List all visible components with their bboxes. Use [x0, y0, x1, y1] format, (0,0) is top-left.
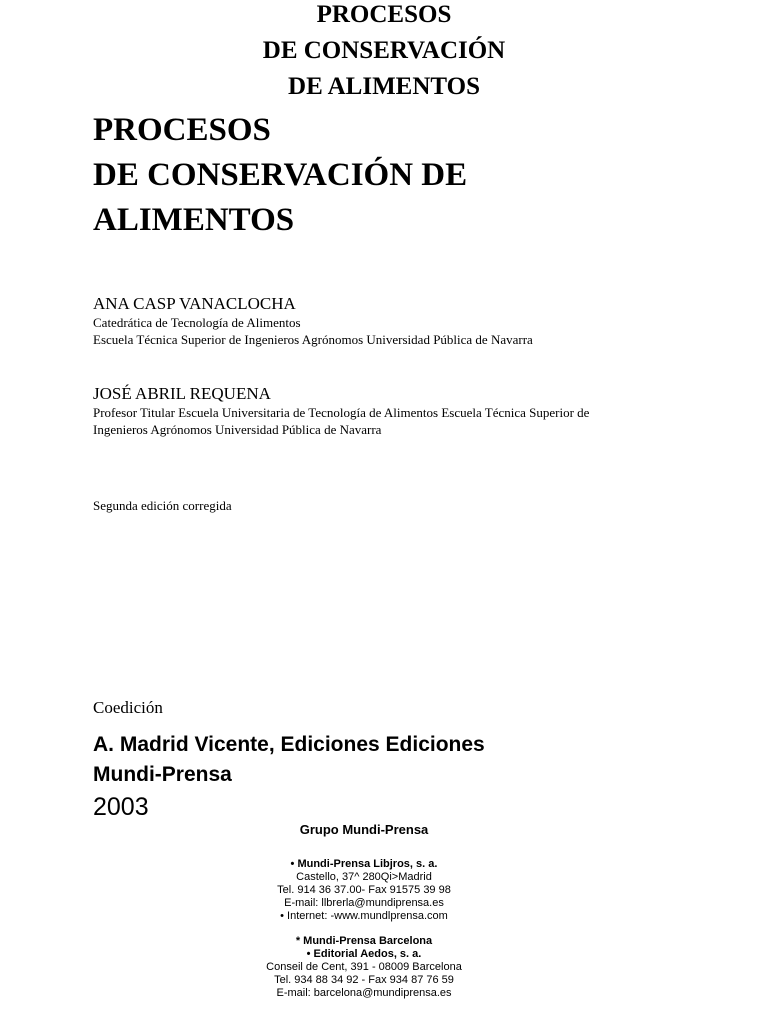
author-affiliation [93, 314, 653, 348]
author-name: ANA CASP VANACLOCHA [93, 294, 296, 313]
office-address: Conseil de Cent, 391 - 08009 Barcelona [266, 961, 462, 973]
header-title-line: DE ALIMENTOS [288, 73, 480, 100]
author-name: JOSÉ ABRIL REQUENA [93, 384, 271, 403]
author-2 [93, 384, 693, 438]
office-email: E-mail: barcelona@mundiprensa.es [276, 987, 452, 999]
affiliation-line: Catedrática de Tecnología de Alimentos [93, 315, 301, 330]
affiliation-line: Ingenieros Agrónomos Universidad Pública de Navarra [93, 422, 382, 437]
office-phone: Tel. 934 88 34 92 - Fax 934 87 76 59 [274, 974, 454, 986]
office-email: E-mail: llbrerla@mundiprensa.es [284, 897, 444, 909]
publishers [93, 730, 485, 790]
coedition-label: Coedición [93, 698, 163, 717]
group-title: Grupo Mundi-Prensa [299, 822, 429, 837]
header-title [0, 0, 768, 105]
office-name-secondary: • Editorial Aedos, s. a. [306, 948, 422, 960]
affiliation-line: Escuela Técnica Superior de Ingenieros Agrónomos Universidad Pública de Navarra [93, 332, 533, 347]
publisher-line: A. Madrid Vicente, Ediciones Ediciones [93, 733, 485, 756]
affiliation-line: Profesor Titular Escuela Universitaria de Tecnología de Alimentos Escuela Técnica Superior de [93, 405, 590, 420]
publication-year: 2003 [93, 793, 149, 821]
publisher-group [214, 822, 514, 838]
barcelona-office [214, 935, 514, 1000]
book-title-line: DE CONSERVACIÓN DE [93, 157, 468, 193]
author-affiliation [93, 404, 693, 438]
madrid-office [214, 858, 514, 923]
office-phone: Tel. 914 36 37.00- Fax 91575 39 98 [277, 884, 451, 896]
office-name: • Mundi-Prensa Libjros, s. a. [290, 858, 438, 870]
author-1 [93, 294, 693, 348]
header-title-line: PROCESOS [316, 1, 452, 28]
office-name: * Mundi-Prensa Barcelona [295, 935, 433, 947]
edition-note: Segunda edición corregida [93, 498, 232, 513]
header-title-line: DE CONSERVACIÓN [262, 37, 506, 64]
book-title-line: PROCESOS [93, 112, 271, 148]
office-internet: • Internet: -www.mundlprensa.com [280, 910, 448, 922]
book-title-line: ALIMENTOS [93, 202, 295, 238]
publisher-line: Mundi-Prensa [93, 763, 232, 786]
book-title [93, 108, 467, 243]
office-address: Castello, 37^ 280Qi>Madrid [296, 871, 432, 883]
